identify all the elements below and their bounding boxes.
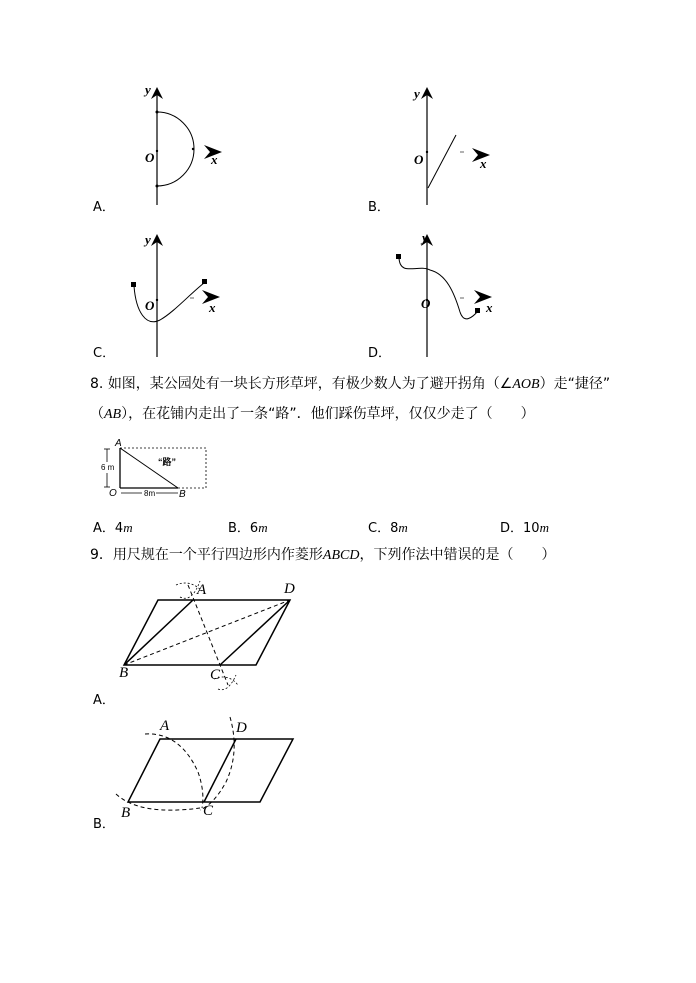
graph-d-y-label: y [422,230,428,245]
graph-c-y-label: y [145,232,151,247]
q8-option-a-unit: m [123,520,133,535]
q8-label-O: O [109,488,117,499]
q9a-label-C: C [210,667,221,683]
q8-option-d-unit: m [539,520,549,535]
q8-option-c-letter: C． [368,521,391,536]
graph-a-y-label: y [145,82,151,97]
q8-label-6m: 6 m [101,463,115,472]
q8-line1 [90,374,610,395]
q9-option-a-label: A． [93,693,115,708]
q8-option-c-num: 8 [390,521,399,536]
q9-text-c: ，下列作法中错误的是（ ） [359,547,556,563]
graph-b-y-label: y [414,86,420,101]
q8-number: 8. [90,376,104,392]
q9b-label-C: C [203,803,214,819]
graph-b-origin: O [414,152,424,167]
q8-line2 [90,404,535,425]
graph-d-origin: O [421,296,431,311]
q8-label-B: B [179,489,186,500]
q9-line [90,545,555,566]
graph-c [120,232,240,357]
q8-option-b-num: 6 [249,521,259,536]
q8-option-d-letter: D． [500,521,524,536]
graph-a [120,85,240,205]
option-d-label: D． [368,346,392,361]
q8-option-a-letter: A． [93,521,115,536]
q8-option-b-letter: B． [228,521,250,536]
q9b-label-A: A [160,718,170,734]
graph-d-x-label: x [486,300,493,315]
graph-c-origin: O [145,298,155,313]
graph-c-x-label: x [209,300,216,315]
option-b-label: B． [368,200,390,215]
q9-option-b-label: B． [93,817,115,832]
graph-d [390,232,510,357]
q8-option-a[interactable] [93,518,133,539]
q8-label-A: A [115,438,122,449]
graph-a-origin: O [145,150,155,165]
q8-text-1c: ）走“捷径” [539,376,611,392]
q8-option-c-unit: m [398,520,408,535]
graph-a-x-label: x [211,152,218,167]
q8-option-c[interactable] [368,518,408,539]
q9a-label-B: B [119,665,129,681]
q9-shape-name: ABCD [322,548,360,563]
q8-text-2c: ），在花铺内走出了一条“路”．他们踩伤草坪，仅仅少走了（ ） [121,406,535,422]
graph-b [390,85,510,205]
q9a-label-D: D [284,581,295,597]
q9a-label-A: A [197,582,207,598]
q8-text-2a: （ [90,406,104,422]
q9b-label-D: D [236,720,247,736]
q8-label-8m: 8m [144,489,156,498]
q8-segment-name: AB [104,407,122,422]
q8-angle-name: AOB [512,377,540,392]
q9-number: 9． [90,547,113,563]
q8-option-a-num: 4 [114,521,124,536]
q9b-label-B: B [121,805,131,821]
graph-b-x-label: x [480,156,487,171]
q8-option-b-unit: m [258,520,268,535]
q8-text-1a: 如图，某公园处有一块长方形草坪，有极少数人为了避开拐角（∠ [107,376,513,392]
q8-label-road: “路” [158,457,177,467]
q8-option-d-num: 10 [523,521,540,536]
q8-option-d[interactable] [500,518,549,539]
q8-option-b[interactable] [228,518,268,539]
option-c-label: C． [93,346,116,361]
option-a-label: A． [93,200,115,215]
q9-text-a: 用尺规在一个平行四边形内作菱形 [112,547,323,563]
